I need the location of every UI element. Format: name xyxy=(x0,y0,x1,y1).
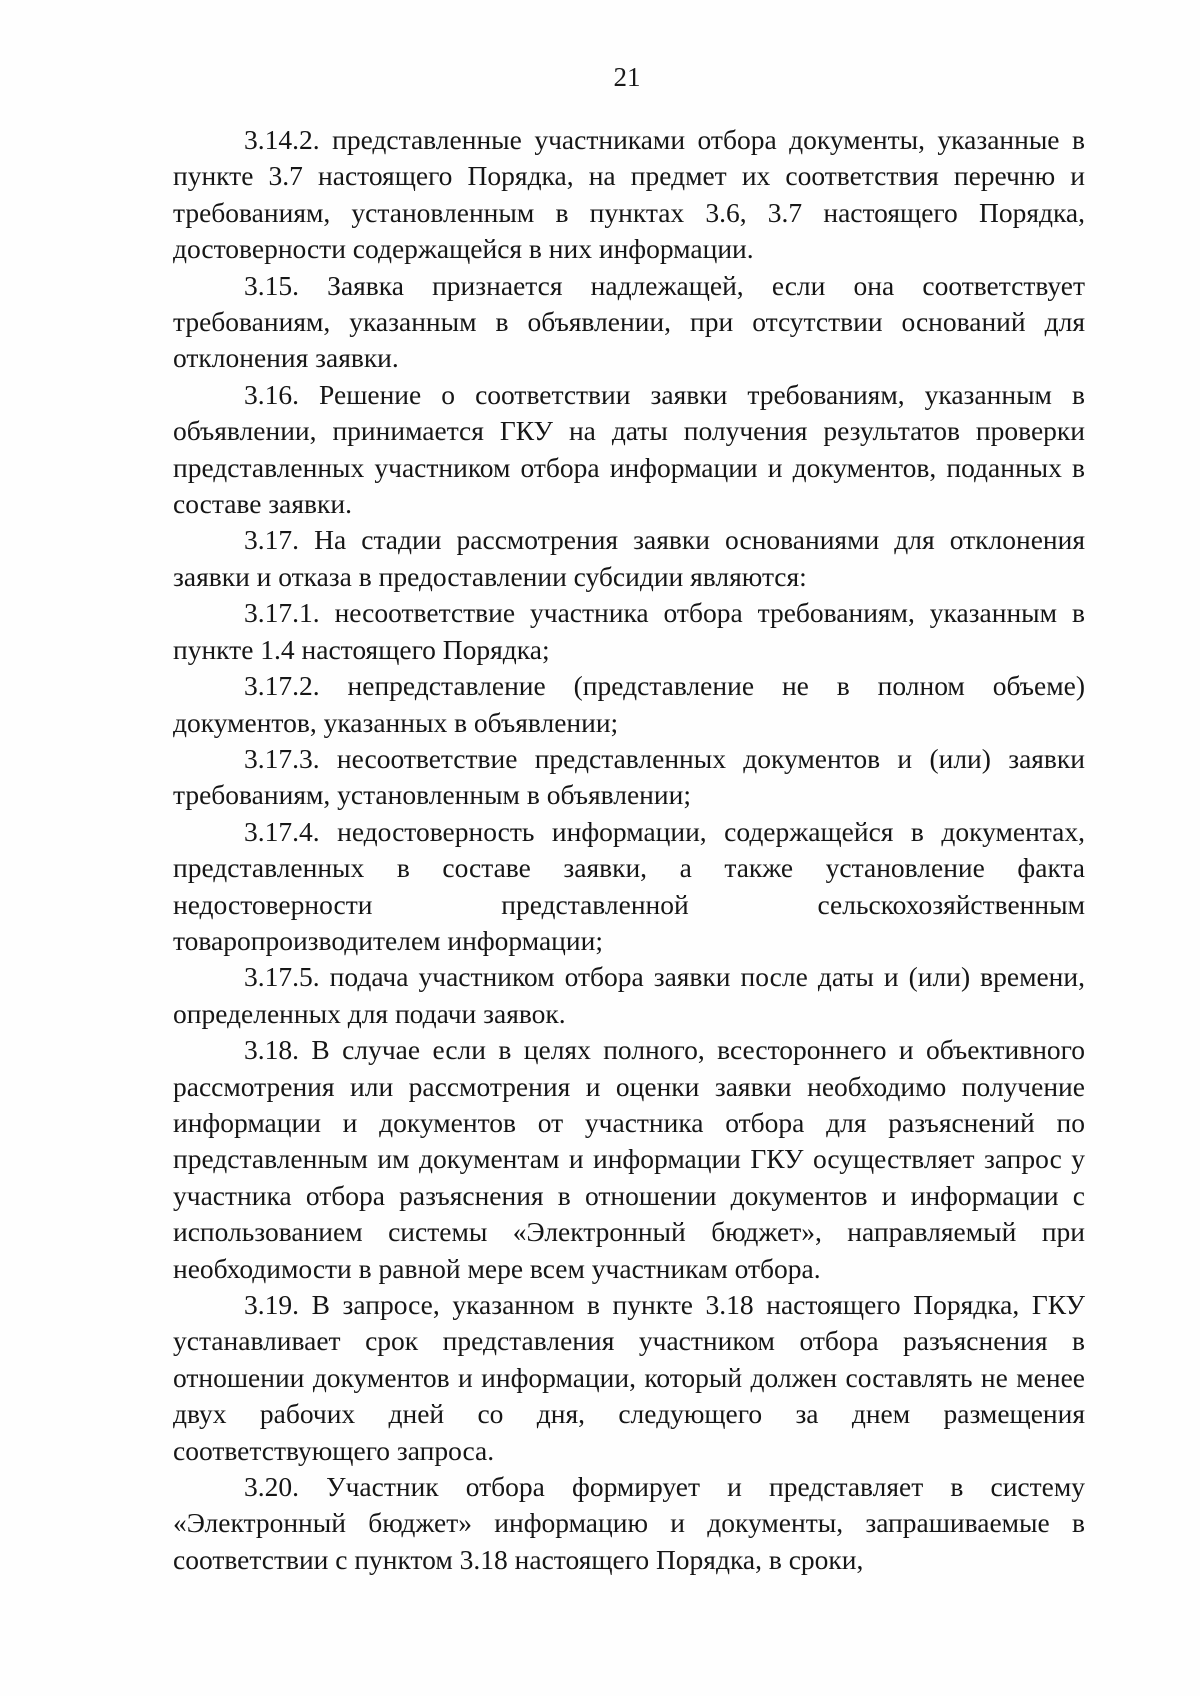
paragraph-3-18: 3.18. В случае если в целях полного, всестороннего и объективного рассмотрения или рассмотрения и оценки заявки необходимо получение информации и документов от участника отбора для разъяснений по представленным им документам и информации ГКУ осуществляет запрос у участника отбора разъяснения в отношении документов и информации с использованием системы «Электронный бюджет», направляемый при необходимости в равной мере всем участникам отбора. xyxy=(173,1034,1085,1284)
page-number: 21 xyxy=(613,62,641,92)
paragraph-3-19: 3.19. В запросе, указанном в пункте 3.18 настоящего Порядка, ГКУ устанавливает срок представления участником отбора разъяснения в отношении документов и информации, который должен составлять не менее двух рабочих дней со дня, следующего за днем размещения соответствующего запроса. xyxy=(173,1289,1085,1466)
paragraph-3-17-3: 3.17.3. несоответствие представленных документов и (или) заявки требованиям, установленным в объявлении; xyxy=(173,742,1085,811)
paragraph-3-20: 3.20. Участник отбора формирует и представляет в систему «Электронный бюджет» информацию и документы, запрашиваемые в соответствии с пунктом 3.18 настоящего Порядка, в сроки, xyxy=(173,1471,1085,1575)
paragraph-3-17: 3.17. На стадии рассмотрения заявки основаниями для отклонения заявки и отказа в предоставлении субсидии являются: xyxy=(173,524,1085,592)
paragraph-3-17-1: 3.17.1. несоответствие участника отбора требованиям, указанным в пункте 1.4 настоящего Порядка; xyxy=(173,597,1085,665)
document-body xyxy=(173,122,1085,1578)
paragraph-3-17-5: 3.17.5. подача участником отбора заявки после даты и (или) времени, определенных для подачи заявок. xyxy=(173,961,1085,1029)
paragraph-3-17-2: 3.17.2. непредставление (представление не в полном объеме) документов, указанных в объявлении; xyxy=(173,670,1085,738)
paragraph-3-17-4: 3.17.4. недостоверность информации, содержащейся в документах, представленных в составе заявки, а также установление факта недостоверности представленной сельскохозяйственным товаропроизводителем информации; xyxy=(173,815,1085,956)
paragraph-3-14-2: 3.14.2. представленные участниками отбора документы, указанные в пункте 3.7 настоящего Порядка, на предмет их соответствия перечню и требованиям, установленным в пунктах 3.6, 3.7 настоящего Порядка, достоверности содержащейся в них информации. xyxy=(173,124,1085,265)
paragraph-3-15: 3.15. Заявка признается надлежащей, если она соответствует требованиям, указанным в объявлении, при отсутствии оснований для отклонения заявки. xyxy=(173,269,1085,374)
paragraph-3-16: 3.16. Решение о соответствии заявки требованиям, указанным в объявлении, принимается ГКУ на даты получения результатов проверки представленных участником отбора информации и документов, поданных в составе заявки. xyxy=(173,378,1085,520)
